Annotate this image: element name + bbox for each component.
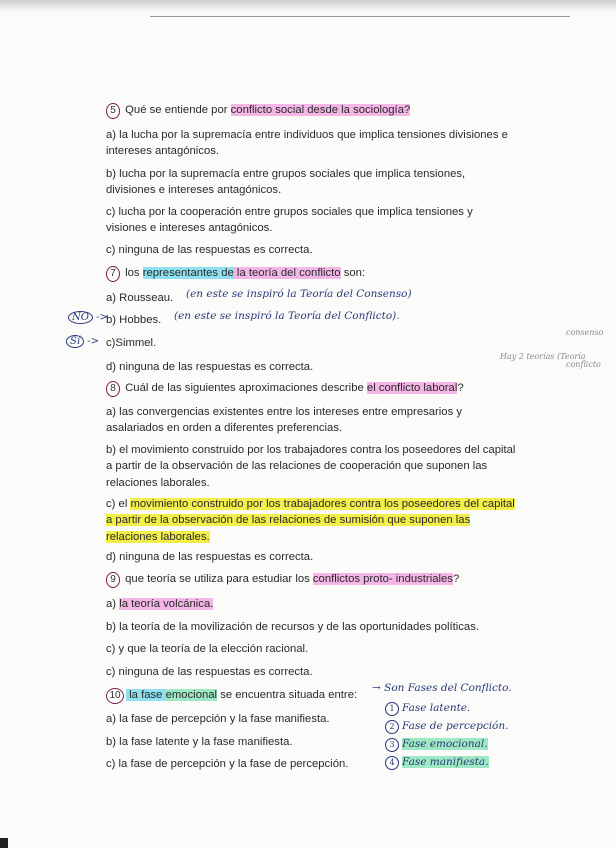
highlight-pink: el conflicto laboral [366, 382, 458, 394]
phases-title: → Son Fases del Conflicto. [372, 682, 512, 694]
option: b) el movimiento construido por los trabajadores contra los poseedores del capital a partir de la observación de las relaciones de cooperación que suponen las relaciones laborales. [106, 444, 516, 489]
phase-item: 2 Fase de percepción. [385, 720, 508, 734]
question-number: 7 [106, 266, 120, 282]
option: b) lucha por la supremacía entre grupos sociales que implica tensiones, divisiones e intereses antagónicos. [106, 168, 466, 197]
option: b) la teoría de la movilización de recursos y de las oportunidades políticas. [106, 621, 479, 633]
highlight-green: Fase emocional. [402, 738, 488, 750]
page-top-edge [0, 0, 616, 12]
option: c)Simmel. [106, 337, 157, 349]
option: a) la fase de percepción y la fase manifiesta. [106, 713, 330, 725]
highlight-blue: representantes de [142, 267, 234, 279]
highlight-pink: conflictos proto- industriales [312, 573, 453, 585]
question-5: 5 Qué se entiende por conflicto social desde la sociología? [106, 102, 410, 119]
handwritten-mark-no: NO -> [68, 311, 108, 324]
option: b) la fase latente y la fase manifiesta. [106, 736, 293, 748]
side-note-conflicto: conflicto [566, 360, 601, 369]
option-highlighted: a) la teoría volcánica. [106, 598, 214, 610]
question-number: 5 [106, 103, 120, 119]
option: a) Rousseau. [106, 292, 174, 304]
question-8: 8 Cuál de las siguientes aproximaciones describe el conflicto laboral? [106, 380, 464, 397]
handwritten-note-a: (en este se inspiró la Teoría del Consenso) [186, 288, 412, 300]
question-10: 10 la fase emocional se encuentra situada entre: [106, 687, 357, 704]
option: c) ninguna de las respuestas es correcta. [106, 666, 313, 678]
highlight-pink: conflicto social desde la sociología? [230, 104, 411, 116]
page-top-line [150, 16, 570, 17]
handwritten-note-b: (en este se inspiró la Teoría del Conflicto). [174, 310, 400, 322]
phase-item: 1 Fase latente. [385, 702, 470, 716]
option: b) Hobbes. [106, 314, 162, 326]
side-note-consenso: consenso [566, 328, 604, 337]
highlight-pink: la teoría del conflicto [233, 267, 341, 279]
handwritten-mark-si: Sí -> [66, 335, 99, 348]
question-7: 7 los representantes de la teoría del conflicto son: [106, 265, 365, 282]
option: c) y que la teoría de la elección racional. [106, 643, 309, 655]
question-number: 10 [106, 688, 124, 704]
highlight-yellow: movimiento construido por los trabajadores contra los poseedores del capital a partir de la observación de las relaciones de sumisión que suponen las relaciones laborales. [106, 498, 515, 543]
highlight-green: emocional [165, 689, 218, 701]
option: a) las convergencias existentes entre los intereses entre empresarios y asalariados en orden a diferentes preferencias. [106, 406, 463, 435]
question-number: 8 [106, 381, 120, 397]
question-number: 9 [106, 572, 120, 588]
option: d) ninguna de las respuestas es correcta. [106, 551, 314, 563]
question-9: 9 que teoría se utiliza para estudiar los conflictos proto- industriales? [106, 571, 459, 588]
option: a) la lucha por la supremacía entre individuos que implica tensiones divisiones e intereses antagónicos. [106, 129, 508, 158]
highlight-pink: la teoría volcánica. [119, 598, 214, 610]
scan-corner-mark [0, 838, 8, 848]
option: c) lucha por la cooperación entre grupos sociales que implica tensiones y visiones e intereses antagónicos. [106, 206, 473, 235]
option-highlighted: c) el movimiento construido por los trabajadores contra los poseedores del capital a partir de la observación de las relaciones de sumisión que suponen las relaciones laborales. [106, 498, 515, 543]
highlight-green: Fase manifiesta. [402, 756, 489, 768]
phase-item: 4 Fase manifiesta. [385, 756, 489, 770]
phase-item: 3 Fase emocional. [385, 738, 488, 752]
side-note-teorias: Hay 2 teorías (Teoría [500, 352, 586, 361]
option: c) la fase de percepción y la fase de percepción. [106, 758, 349, 770]
option: c) ninguna de las respuestas es correcta. [106, 244, 313, 256]
option: d) ninguna de las respuestas es correcta. [106, 361, 314, 373]
highlight-blue: la fase [126, 689, 166, 701]
